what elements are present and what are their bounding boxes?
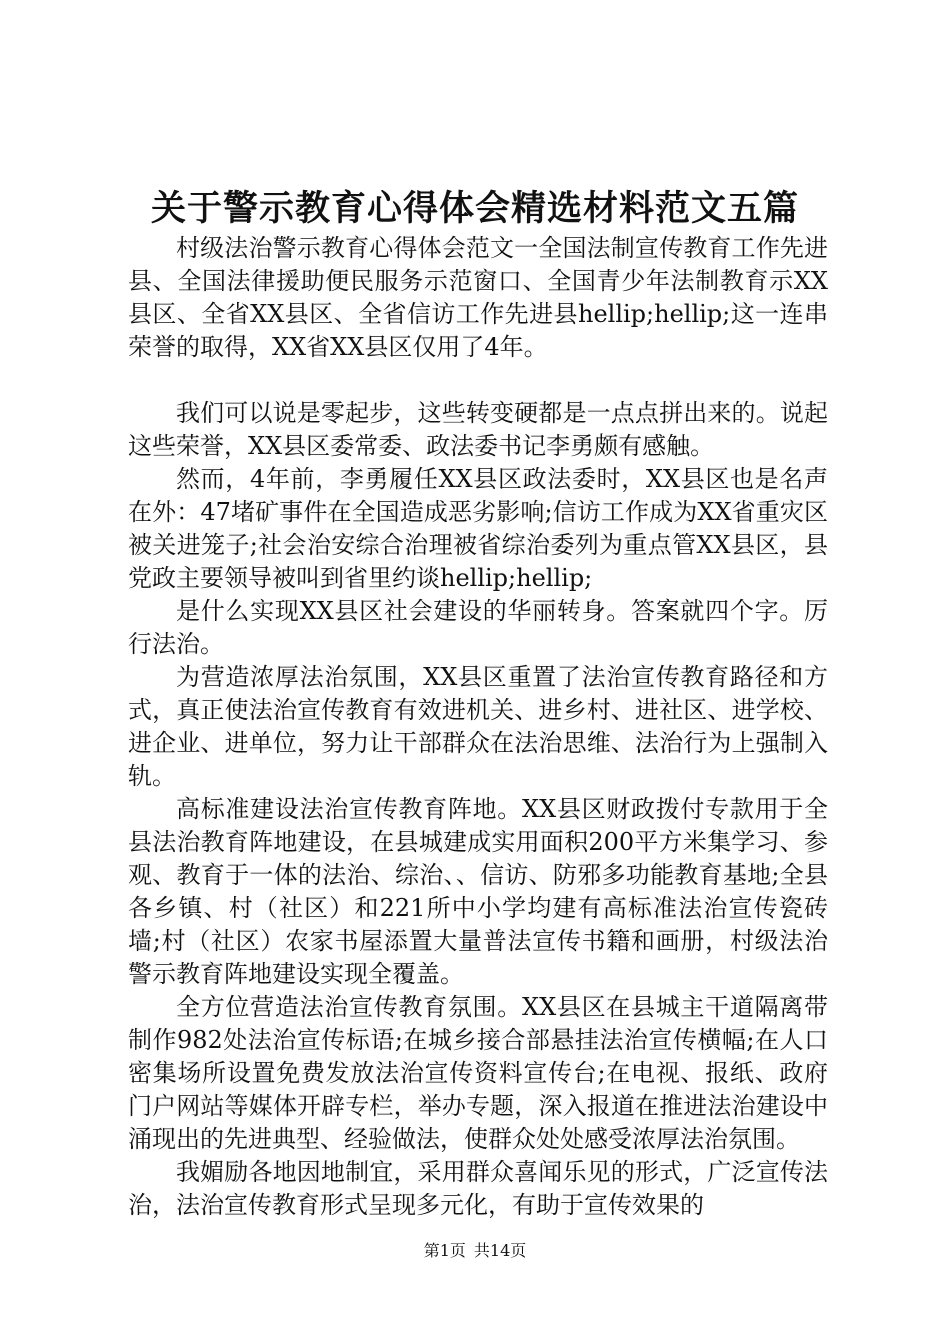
paragraph: 我媚励各地因地制宜，采用群众喜闻乐见的形式，广泛宣传法治，法治宣传教育形式呈现多元化，有助于宣传效果的 xyxy=(128,1158,828,1219)
paragraph: 高标准建设法治宣传教育阵地。XX县区财政拨付专款用于全县法治教育阵地建设，在县城建成实用面积200平方米集学习、参观、教育于一体的法治、综治、、信访、防邪多功能教育基地;全县各乡镇、村（社区）和221所中小学均建有高标准法治宣传瓷砖墙;村（社区）农家书屋添置大量普法宣传书籍和画册，村级法治警示教育阵地建设实现全覆盖。 xyxy=(128,795,828,988)
page-total: 共14页 xyxy=(473,1241,527,1260)
paragraph: 然而，4年前，李勇履任XX县区政法委时，XX县区也是名声在外：47堵矿事件在全国造成恶劣影响;信访工作成为XX省重灾区被关进笼子;社会治安综合治理被省综治委列为重点管XX县区，县党政主要领导被叫到省里约谈hellip;hellip; xyxy=(128,465,828,592)
paragraph: 村级法治警示教育心得体会范文一全国法制宣传教育工作先进县、全国法律援助便民服务示范窗口、全国青少年法制教育示XX县区、全省XX县区、全省信访工作先进县hellip;hellip;这一连串荣誉的取得，XX省XX县区仅用了4年。 xyxy=(128,234,828,361)
paragraph: 我们可以说是零起步，这些转变硬都是一点点拼出来的。说起这些荣誉，XX县区委常委、政法委书记李勇颇有感触。 xyxy=(128,399,828,460)
document-title: 关于警示教育心得体会精选材料范文五篇 xyxy=(150,189,799,229)
paragraph: 全方位营造法治宣传教育氛围。XX县区在县城主干道隔离带制作982处法治宣传标语;在城乡接合部悬挂法治宣传横幅;在人口密集场所设置免费发放法治宣传资料宣传台;在电视、报纸、政府门户网站等媒体开辟专栏，举办专题，深入报道在推进法治建设中涌现出的先进典型、经验做法，使群众处处感受浓厚法治氛围。 xyxy=(128,993,828,1153)
page-footer xyxy=(0,1240,950,1262)
document-body xyxy=(128,232,828,1222)
paragraph: 为营造浓厚法治氛围，XX县区重置了法治宣传教育路径和方式，真正使法治宣传教育有效进机关、进乡村、进社区、进学校、进企业、进单位，努力让干部群众在法治思维、法治行为上强制入轨。 xyxy=(128,663,828,790)
paragraph: 是什么实现XX县区社会建设的华丽转身。答案就四个字。厉行法治。 xyxy=(128,597,828,658)
page-number: 第1页 xyxy=(423,1241,466,1260)
